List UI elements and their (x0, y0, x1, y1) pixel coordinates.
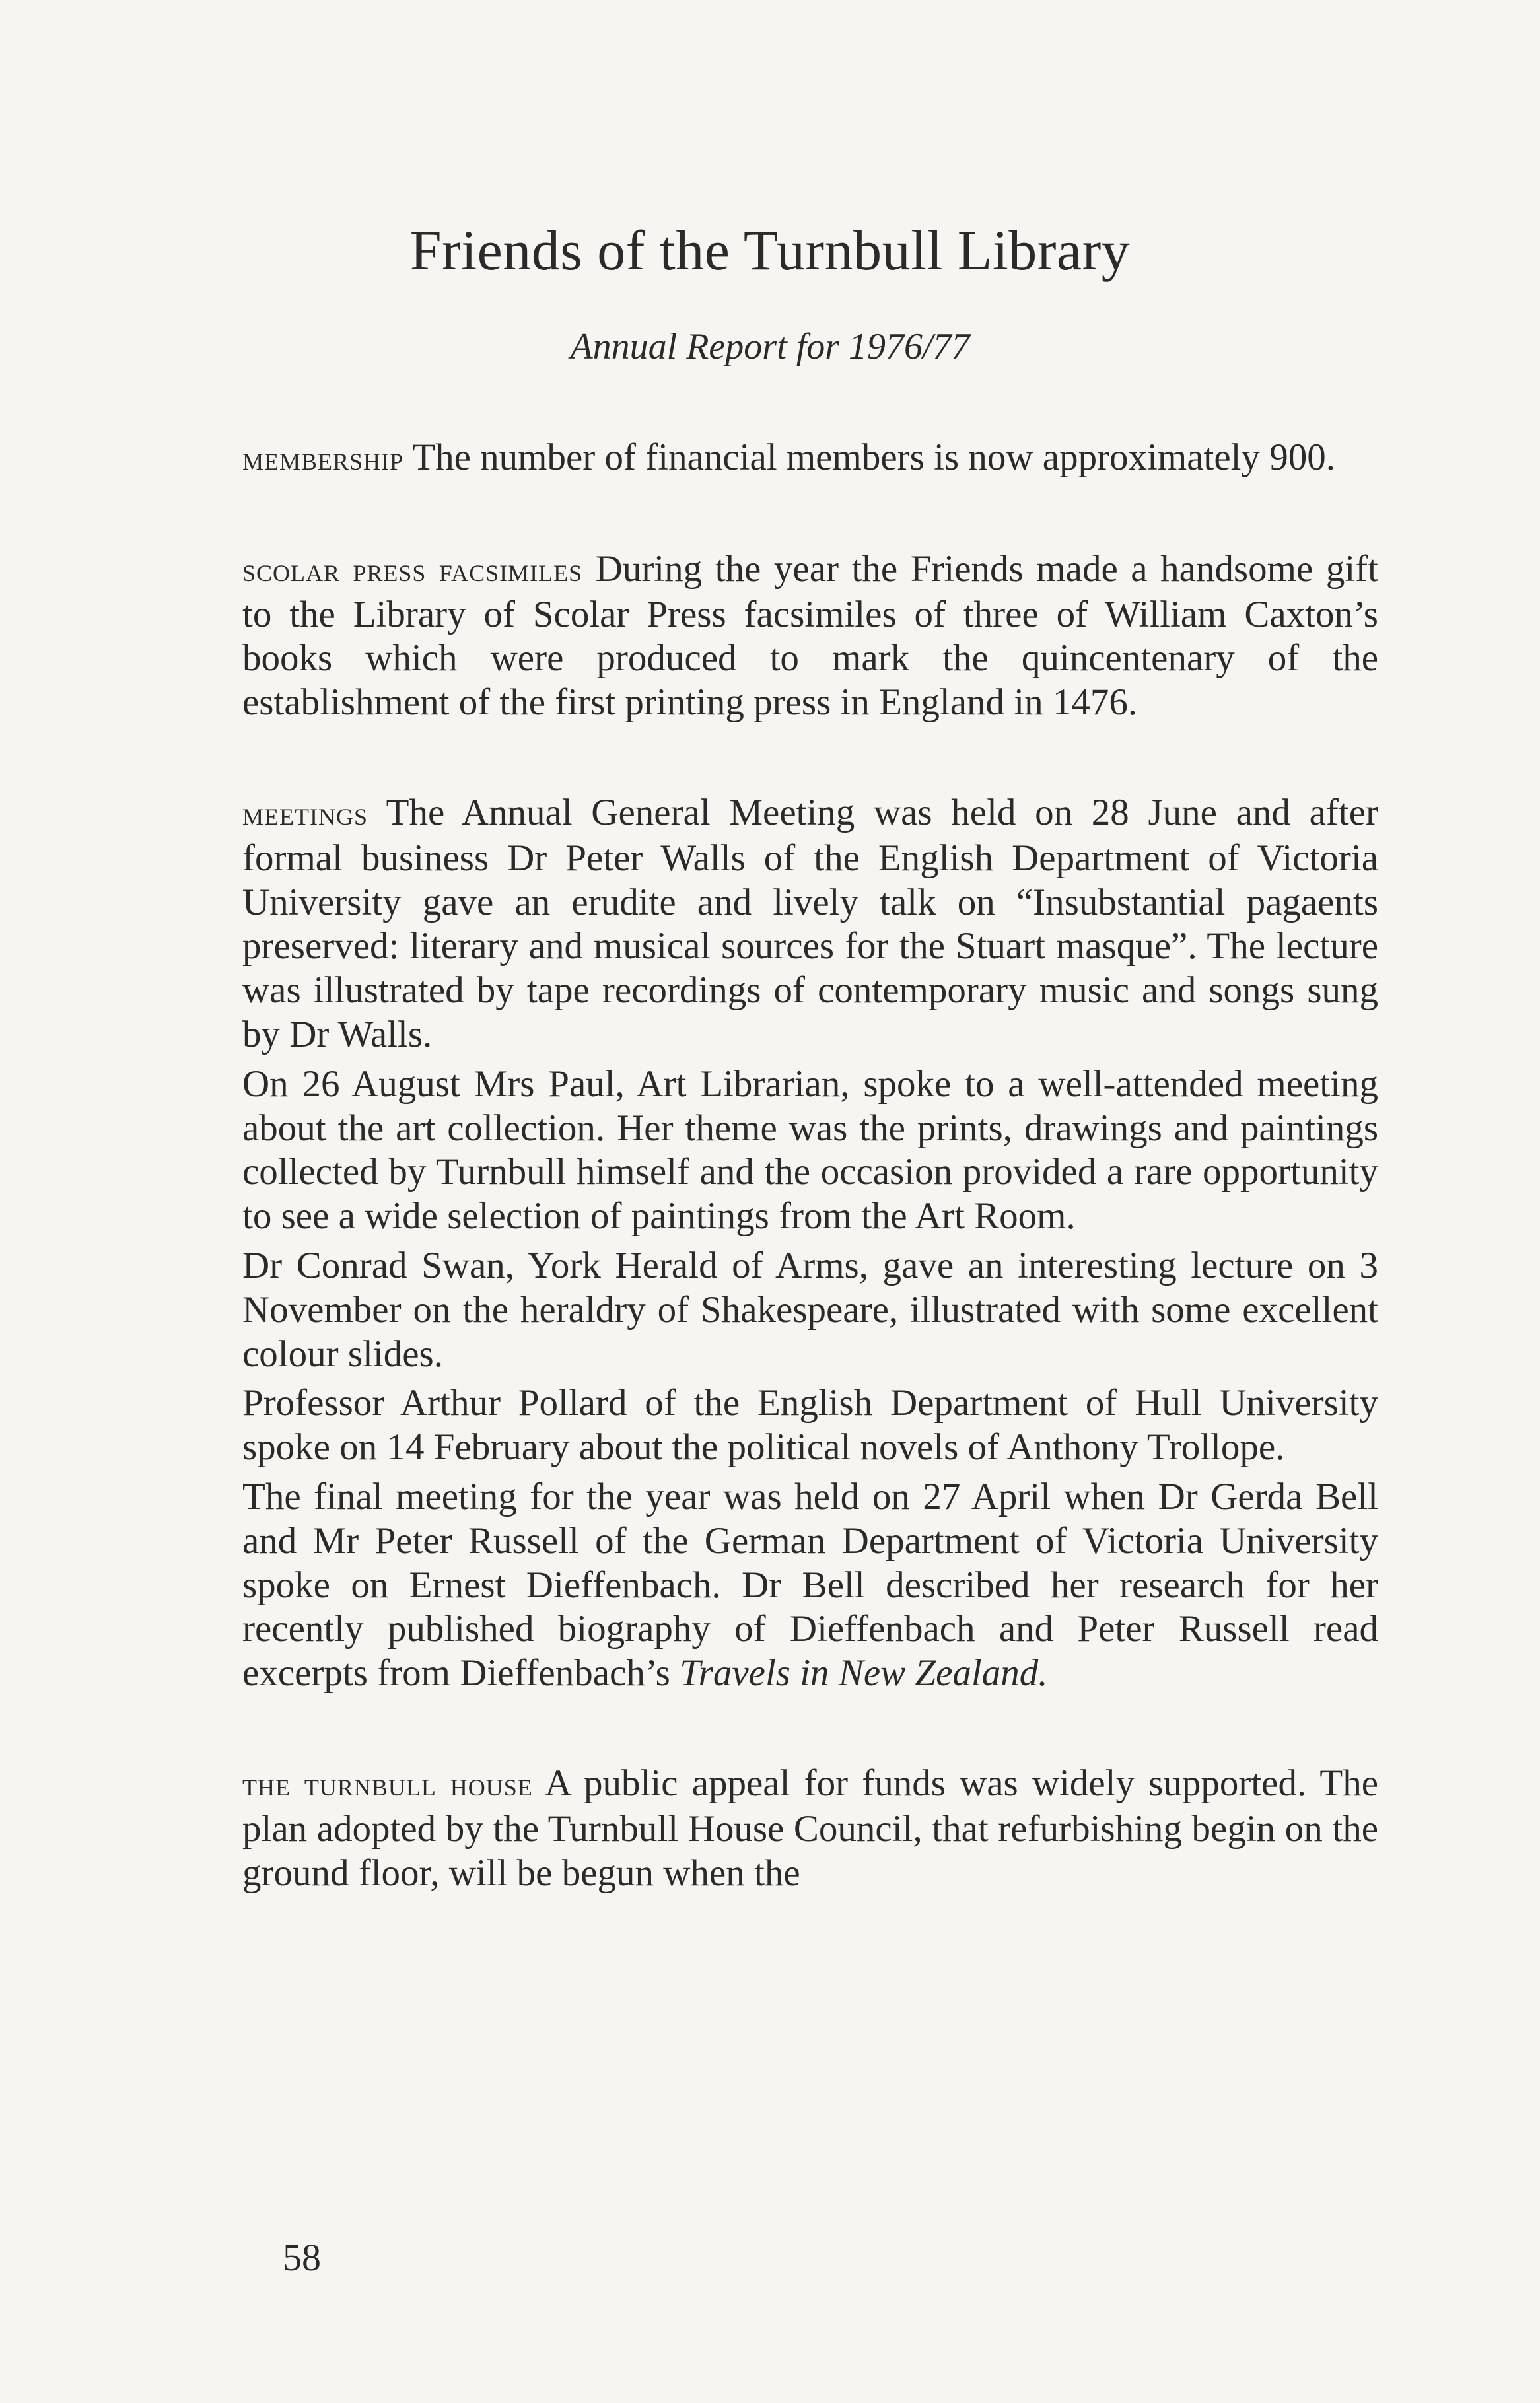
turnbull-house-heading: the turnbull house (242, 1765, 533, 1803)
meetings-paragraph-1 (242, 791, 1378, 1057)
membership-heading: membership (242, 440, 404, 477)
meetings-text-1: The Annual General Meeting was held on 28 June and after formal business Dr Peter Walls of the English Department of Victoria University gave an erudite and lively talk on “Insubstantial pagaents preserved: literary and musical sources for the Stuart masque”. The lecture was illustrated by tape recordings of contemporary music and songs sung by Dr Walls. (242, 791, 1378, 1055)
report-body (242, 436, 1378, 1895)
meetings-heading: meetings (242, 794, 368, 833)
meetings-paragraph-5 (242, 1475, 1378, 1696)
turnbull-house-paragraph (242, 1762, 1378, 1895)
membership-paragraph (242, 436, 1378, 481)
page-number: 58 (283, 2236, 321, 2279)
turnbull-house-text: A public appeal for funds was widely supported. The plan adopted by the Turnbull House Council, that refurbishing begin on the ground floor, will be begun when the (242, 1762, 1378, 1894)
meetings-paragraph-4: Professor Arthur Pollard of the English Department of Hull University spoke on 14 February about the political novels of Anthony Trollope. (242, 1382, 1378, 1469)
book-title: Travels in New Zealand. (680, 1652, 1048, 1694)
scolar-heading: scolar press facsimiles (242, 551, 583, 589)
scolar-text: During the year the Friends made a handsome gift to the Library of Scolar Press facsimiles of three of William Caxton’s books which were produced to mark the quincentenary of the establishment of the first printing press in England in 1476. (242, 547, 1378, 724)
meetings-paragraph-2: On 26 August Mrs Paul, Art Librarian, spoke to a well-attended meeting about the art collection. Her theme was the prints, drawings and paintings collected by Turnbull himself and the occasion provided a rare opportunity to see a wide selection of paintings from the Art Room. (242, 1062, 1378, 1237)
page-subtitle: Annual Report for 1976/77 (570, 326, 970, 367)
meetings-text-5: The final meeting for the year was held on 27 April when Dr Gerda Bell and Mr Peter Russell of the German Department of Victoria University spoke on Ernest Dieffenbach. Dr Bell described her research for her recently published biography of Dieffenbach and Peter Russell read excerpts from Dieffenbach’s (242, 1475, 1378, 1694)
meetings-paragraph-3: Dr Conrad Swan, York Herald of Arms, gave an interesting lecture on 3 November on the heraldry of Shakespeare, illustrated with some excellent colour slides. (242, 1244, 1378, 1375)
page-title: Friends of the Turnbull Library (409, 219, 1131, 282)
scolar-paragraph (242, 547, 1378, 725)
membership-text: The number of financial members is now approximately 900. (412, 436, 1335, 478)
